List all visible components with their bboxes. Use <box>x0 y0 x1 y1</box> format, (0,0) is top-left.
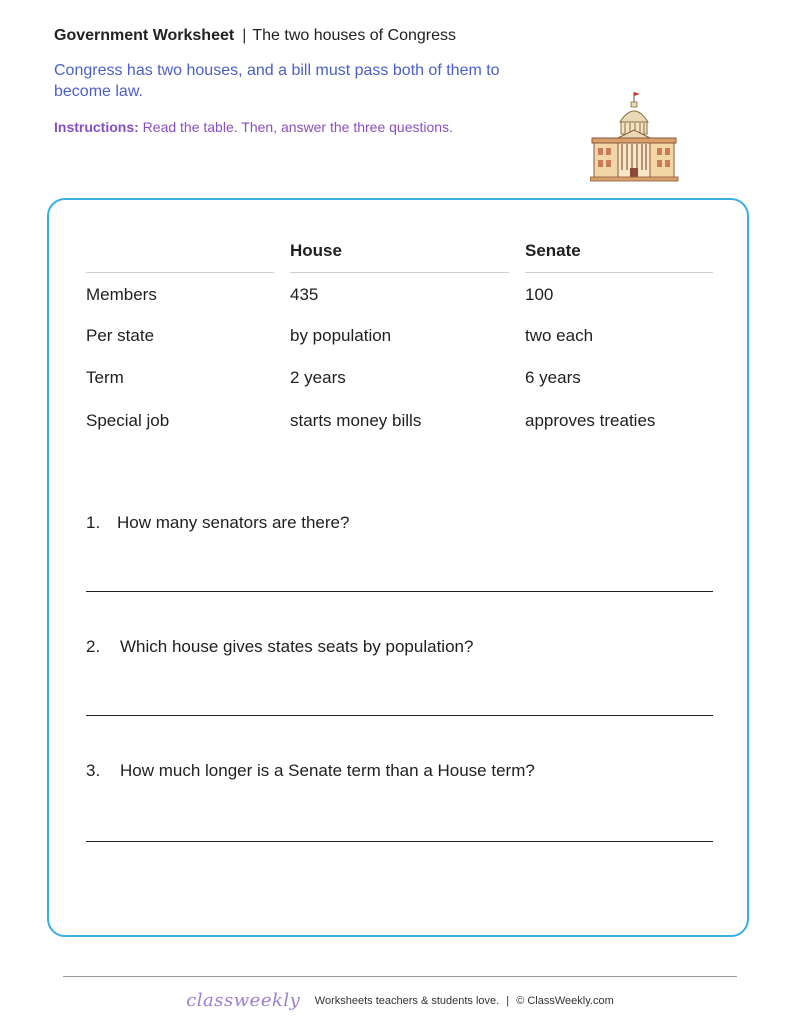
footer-divider <box>63 976 737 977</box>
table-header-rule <box>525 272 713 273</box>
worksheet-title: Government Worksheet <box>54 27 235 44</box>
footer-tagline <box>315 995 614 1007</box>
question-number: 3. <box>86 761 101 780</box>
table-cell-label: Special job <box>86 411 170 430</box>
worksheet-header <box>54 26 456 46</box>
question-2 <box>86 637 473 657</box>
table-header-senate: Senate <box>525 241 581 260</box>
worksheet-subject: The two houses of Congress <box>252 27 457 44</box>
table-header-house: House <box>290 241 342 260</box>
table-cell-senate: 100 <box>525 285 554 304</box>
content-panel <box>47 198 749 937</box>
question-text: How many senators are there? <box>117 513 350 532</box>
instructions <box>54 118 453 136</box>
table-cell-label: Members <box>86 285 157 304</box>
table-cell-senate: 6 years <box>525 368 581 387</box>
instructions-label: Instructions: <box>54 119 139 135</box>
footer-copyright: © ClassWeekly.com <box>516 994 614 1007</box>
table-header-rule <box>86 272 274 273</box>
table-cell-senate: two each <box>525 326 594 345</box>
question-number: 1. <box>86 513 101 532</box>
question-text: Which house gives states seats by population? <box>120 637 474 656</box>
brand-logo: classweekly <box>186 990 301 1011</box>
question-text: How much longer is a Senate term than a House term? <box>120 761 535 780</box>
footer <box>0 990 800 1011</box>
intro-text: Congress has two houses, and a bill must pass both of them to become law. <box>54 62 500 100</box>
question-number: 2. <box>86 637 101 656</box>
table-cell-house: 2 years <box>290 368 346 387</box>
table-cell-house: starts money bills <box>290 411 422 430</box>
answer-line-2[interactable] <box>86 715 713 716</box>
table-cell-house: by population <box>290 326 392 345</box>
question-3 <box>86 761 535 781</box>
footer-tagline-text: Worksheets teachers & students love. <box>314 994 500 1007</box>
table-cell-label: Term <box>86 368 124 387</box>
table-cell-senate: approves treaties <box>525 411 656 430</box>
header-separator: | <box>242 27 247 44</box>
table-cell-label: Per state <box>86 326 155 345</box>
answer-line-3[interactable] <box>86 841 713 842</box>
answer-line-1[interactable] <box>86 591 713 592</box>
footer-separator: | <box>506 994 510 1007</box>
table-header-rule <box>290 272 509 273</box>
capitol-building-icon <box>590 90 680 182</box>
table-cell-house: 435 <box>290 285 319 304</box>
question-1 <box>86 513 349 533</box>
instructions-text: Read the table. Then, answer the three questions. <box>142 119 453 135</box>
